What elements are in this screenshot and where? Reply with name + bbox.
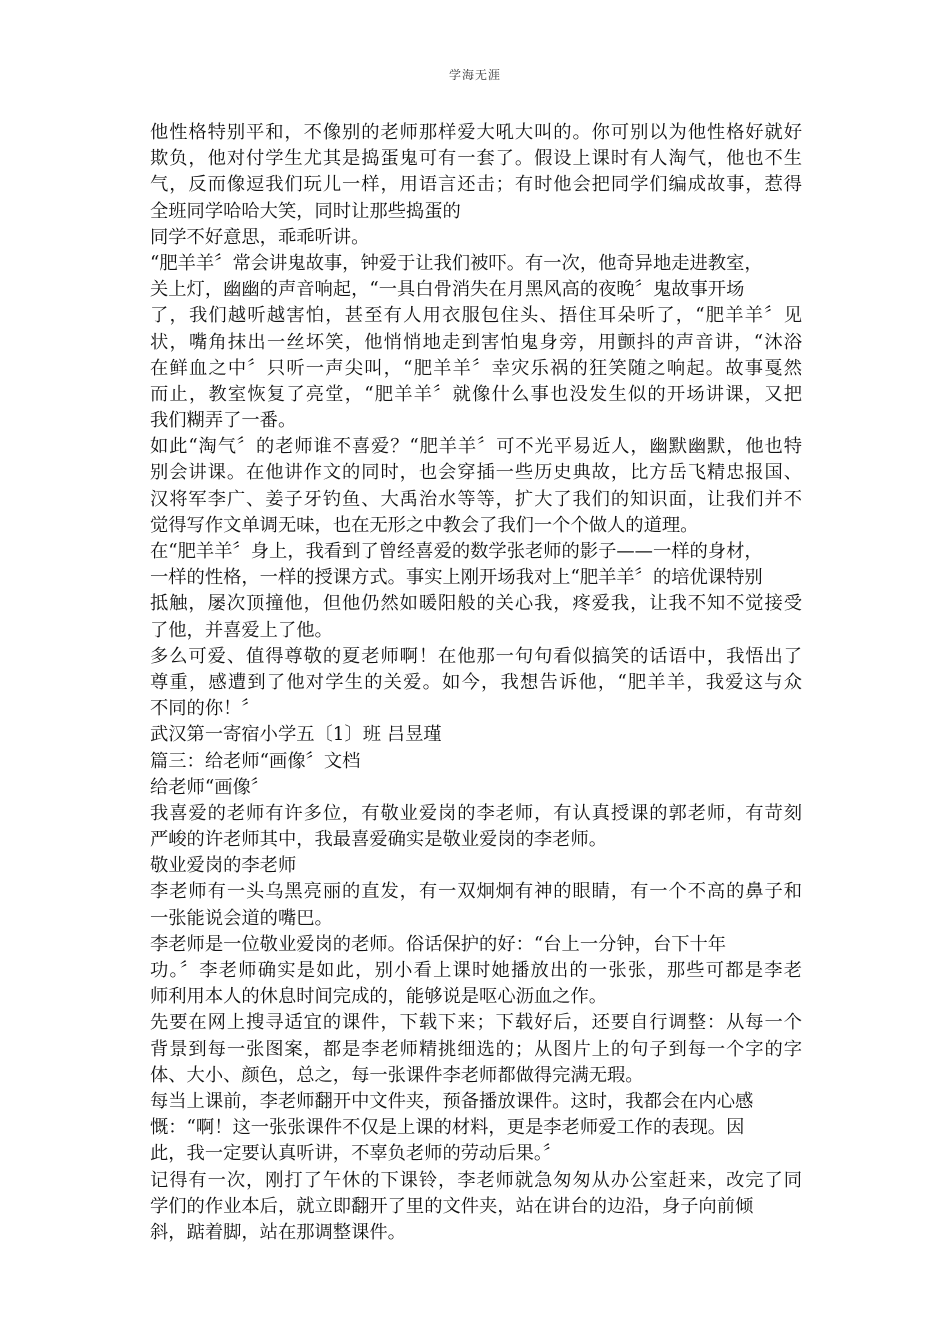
text-line: 同学不好意思，乖乖听讲。 <box>150 226 370 248</box>
text-line: 背景到每一张图案，都是李老师精挑细选的；从图片上的句子到每一个字的字 <box>150 1038 802 1060</box>
text-line: 体、大小、颜色，总之，每一张课件李老师都做得完满无瑕。 <box>150 1064 644 1086</box>
text-line: 气，反而像逗我们玩儿一样，用语言还击；有时他会把同学们编成故事，惹得 <box>150 174 802 196</box>
text-line: 他性格特别平和，不像别的老师那样爱大吼大叫的。你可别以为他性格好就好 <box>150 122 802 143</box>
text-line: 武汉第一寄宿小学五〔1〕班 吕昱瑾 <box>150 724 442 746</box>
text-line: 而止，教室恢复了亮堂，“肥羊羊〞就像什么事也没发生似的开场讲课，又把 <box>150 383 802 405</box>
document-body <box>150 120 802 1246</box>
text-line: 了他，并喜爱上了他。 <box>150 619 333 641</box>
text-line: 此，我一定要认真听讲，不辜负老师的劳动后果。〞 <box>150 1143 562 1165</box>
text-line: 状，嘴角抹出一丝坏笑，他悄悄地走到害怕鬼身旁，用颤抖的声音讲，“沐浴 <box>150 331 802 353</box>
text-line: 慨：“啊！这一张张课件不仅是上课的材料，更是李老师爱工作的表现。因 <box>150 1117 745 1139</box>
text-line: 给老师“画像〞 <box>150 776 270 798</box>
text-line: 敬业爱岗的李老师 <box>150 855 297 877</box>
text-line: 觉得写作文单调无味，也在无形之中教会了我们一个个做人的道理。 <box>150 514 699 536</box>
text-line: 记得有一次，刚打了午休的下课铃，李老师就急匆匆从办公室赶来，改完了同 <box>150 1169 802 1191</box>
page-header: 学海无涯 <box>448 68 501 82</box>
text-line: 我喜爱的老师有许多位，有敬业爱岗的李老师，有认真授课的郭老师，有苛刻 <box>150 802 802 824</box>
text-line: 我们糊弄了一番。 <box>150 410 297 432</box>
text-line: 全班同学哈哈大笑，同时让那些捣蛋的 <box>150 200 461 222</box>
text-line: 功。〞李老师确实是如此，别小看上课时她播放出的一张张，那些可都是李老 <box>150 960 802 981</box>
text-line: 学们的作业本后，就立即翻开了里的文件夹，站在讲台的边沿，身子向前倾 <box>150 1195 754 1217</box>
text-line: 多么可爱、值得尊敬的夏老师啊！在他那一句句看似搞笑的话语中，我悟出了 <box>150 645 802 667</box>
text-line: 如此“淘气〞的老师谁不喜爱？“肥羊羊〞可不光平易近人，幽默幽默，他也特 <box>150 436 802 458</box>
text-line: 一张能说会道的嘴巴。 <box>150 907 333 929</box>
text-line: 一样的性格，一样的授课方式。事实上刚开场我对上“肥羊羊〞的培优课特别 <box>150 567 763 589</box>
text-line: 了，我们越听越害怕，甚至有人用衣服包住头、捂住耳朵听了，“肥羊羊〞见 <box>150 305 802 327</box>
text-line: 在鲜血之中〞只听一声尖叫，“肥羊羊〞幸灾乐祸的狂笑随之响起。故事戛然 <box>150 357 802 379</box>
text-line: “肥羊羊〞常会讲鬼故事，钟爱于让我们被吓。有一次，他奇异地走进教室， <box>150 252 763 274</box>
text-line: 不同的你！〞 <box>150 698 260 720</box>
text-line: 每当上课前，李老师翻开中文件夹，预备播放课件。这时，我都会在内心感 <box>150 1090 754 1112</box>
text-line: 严峻的许老师其中，我最喜爱确实是敬业爱岗的李老师。 <box>150 829 608 851</box>
text-line: 尊重，感遭到了他对学生的关爱。如今，我想告诉他，“肥羊羊，我爱这与众 <box>150 671 802 693</box>
text-line: 师利用本人的休息时间完成的，能够说是呕心沥血之作。 <box>150 986 608 1008</box>
text-line: 在“肥羊羊〞身上，我看到了曾经喜爱的数学张老师的影子——一样的身材， <box>150 541 763 562</box>
text-line: 李老师有一头乌黑亮丽的直发，有一双炯炯有神的眼睛，有一个不高的鼻子和 <box>150 881 802 903</box>
text-line: 抵触，屡次顶撞他，但他仍然如暖阳般的关心我，疼爱我，让我不知不觉接受 <box>150 593 802 615</box>
text-line: 别会讲课。在他讲作文的同时，也会穿插一些历史典故，比方岳飞精忠报国、 <box>150 462 802 484</box>
text-line: 汉将军李广、姜子牙钓鱼、大禹治水等等，扩大了我们的知识面，让我们并不 <box>150 488 802 510</box>
text-line: 篇三：给老师“画像〞文档 <box>150 750 361 772</box>
text-line: 先要在网上搜寻适宜的课件，下载下来；下载好后，还要自行调整：从每一个 <box>150 1012 802 1034</box>
text-line: 斜，踮着脚，站在那调整课件。 <box>150 1221 406 1243</box>
text-line: 关上灯，幽幽的声音响起，“一具白骨消失在月黑风高的夜晚〞鬼故事开场 <box>150 279 745 301</box>
text-line: 欺负，他对付学生尤其是捣蛋鬼可有一套了。假设上课时有人淘气，他也不生 <box>150 148 802 170</box>
text-line: 李老师是一位敬业爱岗的老师。俗话保护的好：“台上一分钟，台下十年 <box>150 933 727 955</box>
